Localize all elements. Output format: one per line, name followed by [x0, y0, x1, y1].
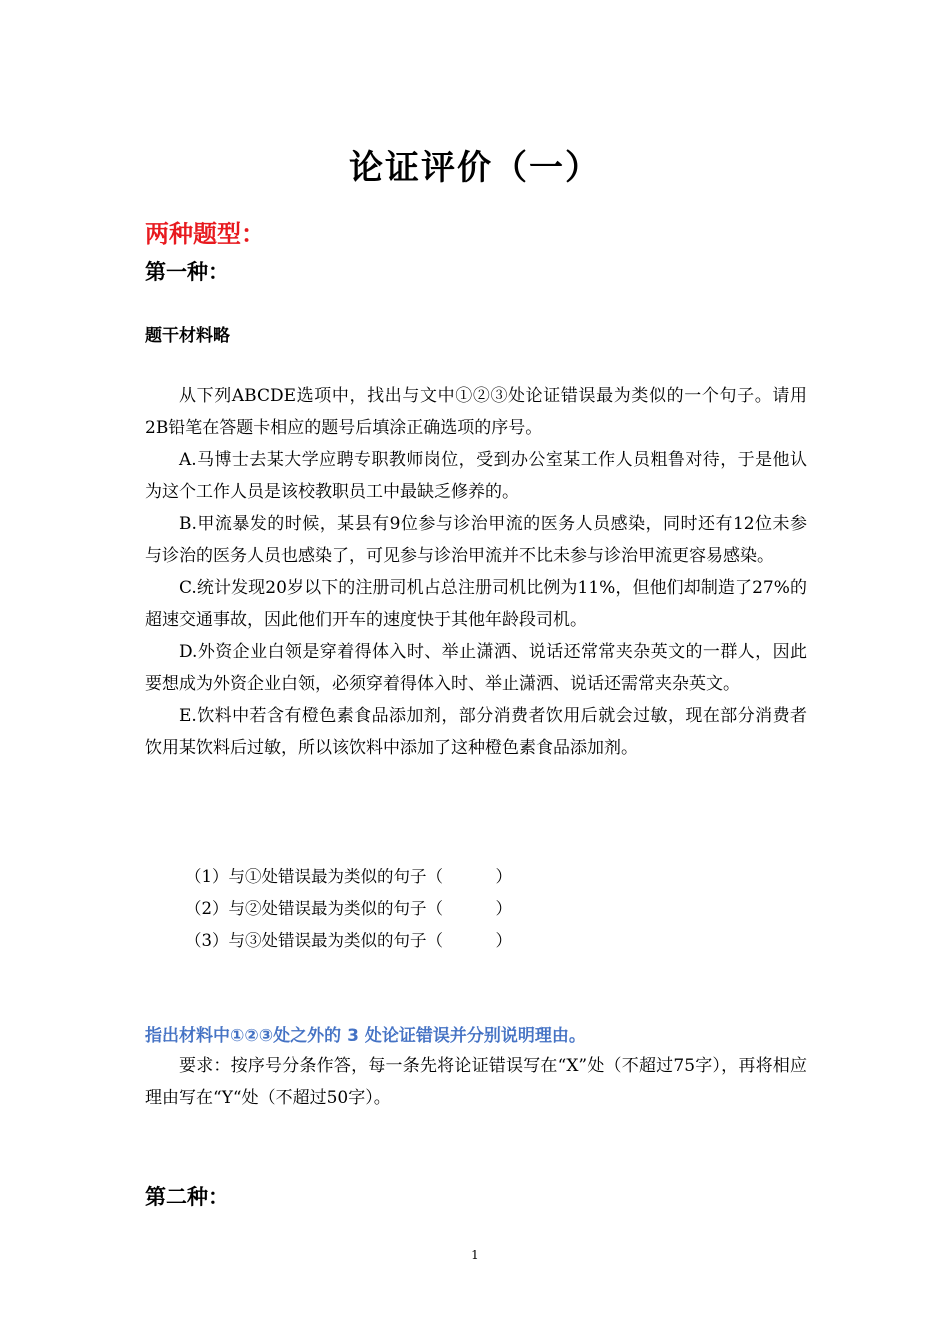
option-a: A.马博士去某大学应聘专职教师岗位，受到办公室某工作人员粗鲁对待，于是他认为这个工作人员是该校教职员工中最缺乏修养的。: [145, 450, 807, 502]
task-heading: 指出材料中①②③处之外的 3 处论证错误并分别说明理由。: [145, 1026, 586, 1046]
option-c: C.统计发现20岁以下的注册司机占总注册司机比例为11%，但他们却制造了27%的超速交通事故，因此他们开车的速度快于其他年龄段司机。: [145, 578, 807, 630]
section-heading: 两种题型：: [145, 220, 265, 248]
instruction-paragraph: 从下列ABCDE选项中，找出与文中①②③处论证错误最为类似的一个句子。请用2B铅笔在答题卡相应的题号后填涂正确选项的序号。: [145, 386, 807, 438]
question-1: （1）与①处错误最为类似的句子（ ）: [185, 867, 512, 886]
page-title: 论证评价（一）: [349, 148, 601, 188]
type-one-label: 第一种：: [145, 260, 229, 284]
page-number: 1: [471, 1248, 479, 1262]
question-3: （3）与③处错误最为类似的句子（ ）: [185, 931, 512, 950]
option-e: E.饮料中若含有橙色素食品添加剂，部分消费者饮用后就会过敏，现在部分消费者饮用某饮料后过敏，所以该饮料中添加了这种橙色素食品添加剂。: [145, 706, 807, 758]
material-note: 题干材料略: [145, 326, 230, 346]
type-two-label: 第二种：: [145, 1185, 229, 1209]
option-d: D.外资企业白领是穿着得体入时、举止潇洒、说话还常常夹杂英文的一群人，因此要想成为外资企业白领，必须穿着得体入时、举止潇洒、说话还需常夹杂英文。: [145, 642, 807, 694]
requirement-block: [145, 1050, 807, 1114]
requirement-paragraph: 要求：按序号分条作答，每一条先将论证错误写在“X”处（不超过75字），再将相应理由写在“Y“处（不超过50字）。: [145, 1056, 807, 1108]
option-b: B.甲流暴发的时候，某县有9位参与诊治甲流的医务人员感染，同时还有12位未参与诊治的医务人员也感染了，可见参与诊治甲流并不比未参与诊治甲流更容易感染。: [145, 514, 807, 566]
question-2: （2）与②处错误最为类似的句子（ ）: [185, 899, 512, 918]
instruction-block: [145, 380, 807, 764]
